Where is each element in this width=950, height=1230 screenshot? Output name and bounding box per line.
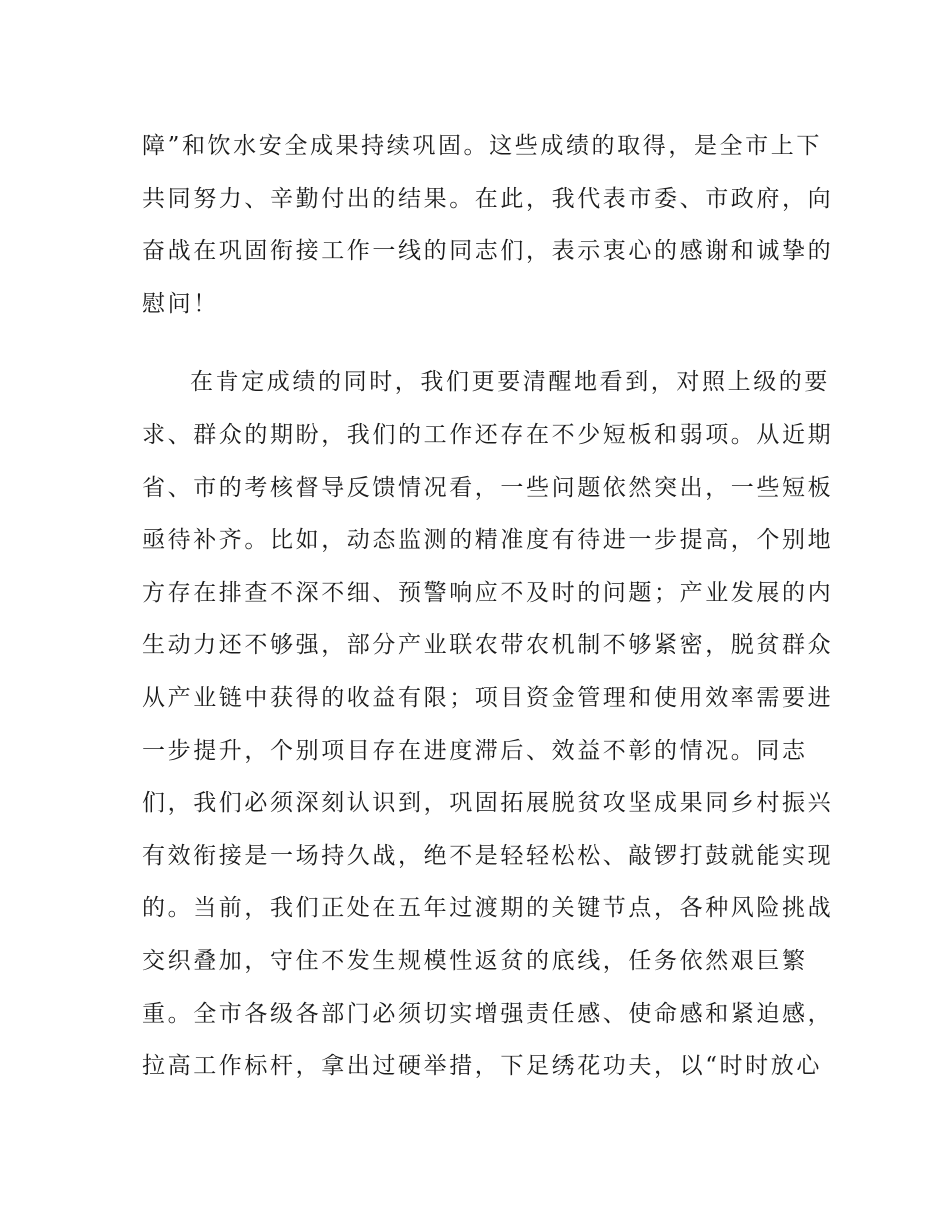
text-line: 生动力还不够强，部分产业联农带农机制不够紧密，脱贫群众 bbox=[142, 632, 834, 659]
text-line: 共同努力、辛勤付出的结果。在此，我代表市委、市政府，向 bbox=[142, 185, 834, 212]
paragraph-spacer bbox=[142, 330, 812, 356]
text-line: 求、群众的期盼，我们的工作还存在不少短板和弱项。从近期 bbox=[142, 421, 834, 448]
paragraph-2 bbox=[142, 356, 834, 1092]
text-line: 从产业链中获得的收益有限；项目资金管理和使用效率需要进 bbox=[142, 684, 834, 711]
document-body bbox=[142, 120, 834, 1093]
text-line: 奋战在巩固衔接工作一线的同志们，表示衷心的感谢和诚挚的 bbox=[142, 238, 834, 265]
text-line: 重。全市各级各部门必须切实增强责任感、使命感和紧迫感， bbox=[142, 1000, 834, 1027]
text-line: 在肯定成绩的同时，我们更要清醒地看到，对照上级的要 bbox=[190, 369, 830, 396]
text-line: 交织叠加，守住不发生规模性返贫的底线，任务依然艰巨繁 bbox=[142, 947, 808, 974]
text-line: 障”和饮水安全成果持续巩固。这些成绩的取得，是全市上下 bbox=[142, 133, 822, 159]
text-line: 慰问！ bbox=[142, 290, 219, 317]
paragraph-1 bbox=[142, 120, 834, 330]
text-line: 一步提升，个别项目存在进度滞后、效益不彰的情况。同志 bbox=[142, 737, 808, 764]
text-line: 省、市的考核督导反馈情况看，一些问题依然突出，一些短板 bbox=[142, 474, 834, 501]
text-line: 们，我们必须深刻认识到，巩固拓展脱贫攻坚成果同乡村振兴 bbox=[142, 790, 834, 817]
text-line: 方存在排查不深不细、预警响应不及时的问题；产业发展的内 bbox=[142, 579, 834, 606]
text-line: 的。当前，我们正处在五年过渡期的关键节点，各种风险挑战 bbox=[142, 895, 834, 922]
text-line: 亟待补齐。比如，动态监测的精准度有待进一步提高，个别地 bbox=[142, 527, 834, 554]
text-line: 拉高工作标杆，拿出过硬举措，下足绣花功夫，以“时时放心 bbox=[142, 1053, 822, 1080]
text-line: 有效衔接是一场持久战，绝不是轻轻松松、敲锣打鼓就能实现 bbox=[142, 842, 834, 869]
